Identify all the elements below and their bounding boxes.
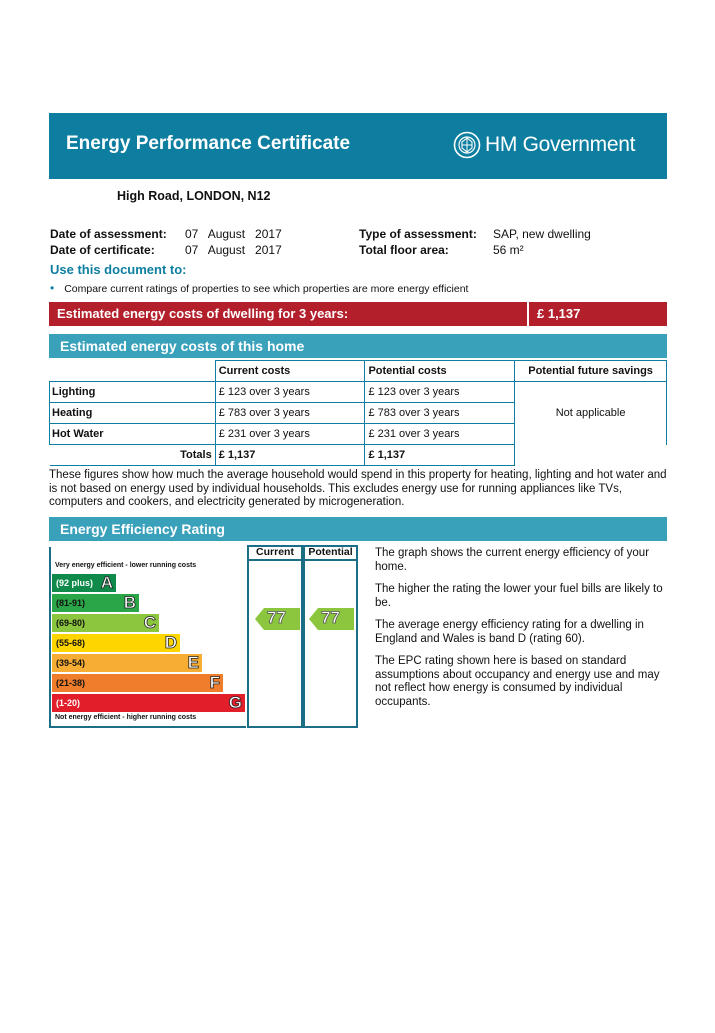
hm-government-text: HM Government [485, 133, 636, 156]
col-future-savings: Potential future savings [515, 361, 667, 382]
use-document-bullet [50, 281, 468, 295]
estimated-cost-value: £ 1,137 [537, 306, 581, 321]
floor-area-value: 56 m² [493, 243, 524, 257]
use-document-heading: Use this document to: [50, 262, 187, 277]
crest-icon [453, 131, 481, 159]
estimated-cost-banner [49, 302, 667, 326]
costs-section-header [49, 334, 667, 358]
band-letter: B [123, 593, 136, 612]
date-of-certificate-label: Date of certificate: [50, 243, 155, 257]
potential-column [303, 545, 358, 728]
rating-band-e [52, 654, 202, 672]
rating-text-paragraph: The average energy efficiency rating for a dwelling in England and Wales is band D (rating 60). [375, 619, 644, 645]
band-range: (55-68) [56, 638, 86, 648]
bullet-icon: • [50, 281, 55, 295]
rating-text-paragraph: The EPC rating shown here is based on standard assumptions about occupancy and energy use and may not reflect how energy is consumed by individual occupants. [375, 655, 660, 708]
rating-band-f [52, 674, 223, 692]
potential-header-divider [303, 559, 358, 561]
current-cost-cell: £ 783 over 3 years [215, 403, 365, 424]
row-label: Hot Water [50, 424, 216, 445]
efficient-label: Very energy efficient - lower running costs [55, 562, 197, 569]
rating-band-b [52, 594, 139, 612]
potential-rating-value: 77 [321, 608, 340, 627]
band-range: (39-54) [56, 658, 86, 668]
total-current-cell: £ 1,137 [215, 445, 365, 466]
totals-row [50, 445, 667, 466]
potential-rating-arrow [309, 608, 354, 630]
rating-band-c [52, 614, 159, 632]
efficiency-section-heading: Energy Efficiency Rating [60, 521, 225, 537]
current-rating-value: 77 [267, 608, 286, 627]
band-range: (69-80) [56, 618, 86, 628]
col-current-costs: Current costs [215, 361, 365, 382]
band-range: (81-91) [56, 598, 86, 608]
band-letter: A [100, 573, 113, 592]
date-of-certificate-value: 07 August 2017 [185, 243, 282, 257]
efficiency-section-header [49, 517, 667, 541]
use-document-bullet-text: Compare current ratings of properties to see which properties are more energy efficient [64, 283, 469, 295]
costs-table [49, 360, 667, 466]
current-rating-arrow [255, 608, 300, 630]
band-letter: D [164, 633, 177, 652]
empty-header-cell [50, 361, 216, 382]
row-label: Lighting [50, 382, 216, 403]
certificate-title: Energy Performance Certificate [66, 133, 351, 154]
assessment-type-label: Type of assessment: [359, 227, 477, 241]
band-range: (92 plus) [56, 578, 94, 588]
current-column [247, 545, 303, 728]
potential-column-header: Potential [308, 546, 353, 558]
current-cost-cell: £ 123 over 3 years [215, 382, 365, 403]
property-address: High Road, LONDON, N12 [117, 189, 271, 203]
inefficient-label: Not energy efficient - higher running costs [55, 714, 197, 721]
band-letter: C [143, 613, 156, 632]
band-range: (1-20) [56, 698, 81, 708]
band-range: (21-38) [56, 678, 86, 688]
band-letter: G [228, 693, 242, 712]
band-letter: F [209, 673, 220, 692]
potential-cost-cell: £ 123 over 3 years [365, 382, 515, 403]
energy-rating-chart [49, 545, 359, 729]
date-of-assessment-label: Date of assessment: [50, 227, 167, 241]
certificate-header [49, 113, 667, 179]
savings-cell: Not applicable [515, 382, 667, 445]
potential-cost-cell: £ 231 over 3 years [365, 424, 515, 445]
estimated-cost-label: Estimated energy costs of dwelling for 3 years: [57, 306, 349, 321]
empty-total-cell [515, 445, 667, 466]
costs-explanation: These figures show how much the average household would spend in this property for heating, lighting and hot water and is not based on energy used by individual households. This excludes energy use for running appliances like TVs, computers and cookers, and electricity generated by microgeneration. [49, 469, 667, 508]
date-of-assessment-value: 07 August 2017 [185, 227, 282, 241]
floor-area-label: Total floor area: [359, 243, 449, 257]
col-potential-costs: Potential costs [365, 361, 515, 382]
current-header-divider [247, 559, 303, 561]
band-letter: E [187, 653, 199, 672]
row-label: Heating [50, 403, 216, 424]
hm-government-logo [453, 130, 635, 160]
banner-divider [527, 302, 529, 326]
costs-section-heading: Estimated energy costs of this home [60, 338, 305, 354]
current-cost-cell: £ 231 over 3 years [215, 424, 365, 445]
potential-cost-cell: £ 783 over 3 years [365, 403, 515, 424]
current-column-header: Current [256, 546, 294, 558]
total-potential-cell: £ 1,137 [365, 445, 515, 466]
rating-text-paragraph: The higher the rating the lower your fuel bills are likely to be. [375, 583, 663, 609]
table-row [50, 382, 667, 403]
rating-band-g [52, 694, 245, 712]
rating-band-a [52, 574, 116, 592]
costs-header-row [50, 361, 667, 382]
totals-label: Totals [50, 445, 216, 466]
rating-band-d [52, 634, 180, 652]
rating-text-paragraph: The graph shows the current energy efficiency of your home. [375, 547, 650, 573]
rating-explanation [375, 547, 670, 718]
assessment-type-value: SAP, new dwelling [493, 227, 591, 241]
